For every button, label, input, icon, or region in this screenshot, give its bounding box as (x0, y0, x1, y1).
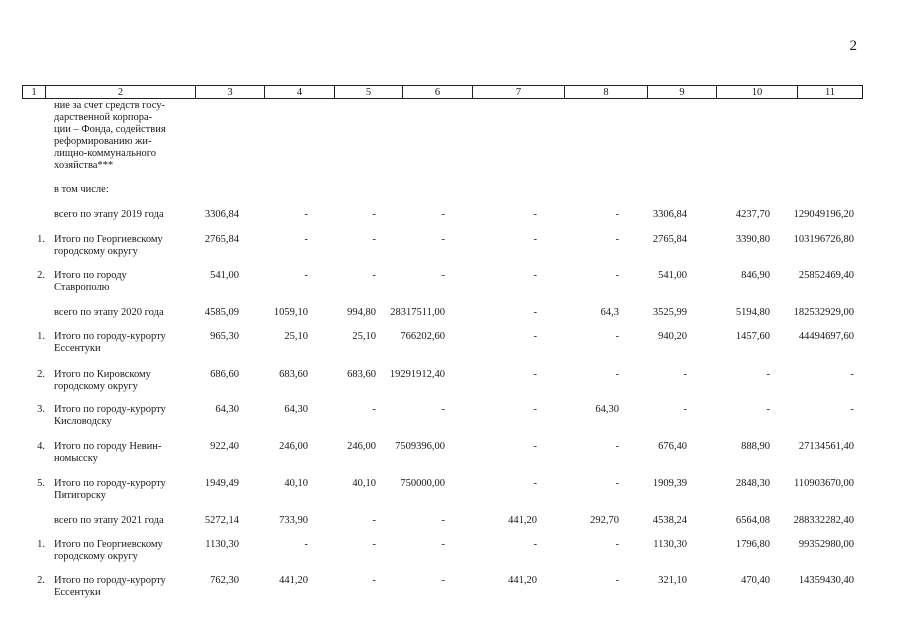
cell-col-10: 3390,80 (735, 234, 770, 245)
row-name (54, 575, 172, 599)
cell-col-7: - (533, 539, 537, 550)
intro-line: ции – Фонда, содействия (54, 124, 166, 135)
row-name (54, 209, 172, 221)
cell-col-4: 25,10 (284, 331, 308, 342)
intro-line: хозяйства*** (54, 160, 114, 171)
header-cell: 11 (798, 86, 863, 99)
cell-col-11: - (850, 369, 854, 380)
row-name-line: Итого по Георгиевскому (54, 234, 163, 245)
intro-line: реформированию жи- (54, 136, 152, 147)
cell-col-3: 686,60 (210, 369, 239, 380)
header-cell: 5 (335, 86, 403, 99)
row-name-line: Итого по городу (54, 270, 127, 281)
cell-col-8: - (615, 539, 619, 550)
row-name-line: всего по этапу 2021 года (54, 515, 164, 526)
cell-col-9: 1909,39 (652, 478, 687, 489)
cell-col-8: 64,3 (600, 307, 619, 318)
row-name-line: Ставрополю (54, 282, 110, 293)
cell-col-5: 683,60 (347, 369, 376, 380)
cell-col-7: - (533, 441, 537, 452)
cell-col-7: 441,20 (508, 575, 537, 586)
cell-col-8: 64,30 (595, 404, 619, 415)
cell-col-4: - (304, 270, 308, 281)
row-number: 1. (37, 539, 45, 550)
cell-col-11: 25852469,40 (798, 270, 854, 281)
row-name-line: Итого по городу-курорту (54, 478, 166, 489)
cell-col-3: 64,30 (215, 404, 239, 415)
row-number: 1. (37, 331, 45, 342)
cell-col-4: 40,10 (284, 478, 308, 489)
intro-line: дарственной корпора- (54, 112, 153, 123)
header-cell: 6 (403, 86, 473, 99)
header-cell: 9 (648, 86, 717, 99)
row-number: 2. (37, 575, 45, 586)
cell-col-6: 19291912,40 (389, 369, 445, 380)
cell-col-9: - (683, 404, 687, 415)
cell-col-5: 994,80 (347, 307, 376, 318)
cell-col-11: - (850, 404, 854, 415)
cell-col-4: 246,00 (279, 441, 308, 452)
cell-col-3: 762,30 (210, 575, 239, 586)
cell-col-4: 733,90 (279, 515, 308, 526)
header-cell: 3 (196, 86, 265, 99)
row-name-line: номысску (54, 453, 98, 464)
row-name-line: Итого по городу-курорту (54, 404, 166, 415)
cell-col-8: - (615, 369, 619, 380)
intro-line: лищно-коммунального (54, 148, 157, 159)
subheading: в том числе: (54, 184, 109, 195)
intro-line: ние за счет средств госу- (54, 100, 165, 111)
cell-col-9: 2765,84 (652, 234, 687, 245)
cell-col-8: - (615, 209, 619, 220)
row-number: 1. (37, 234, 45, 245)
row-name (54, 515, 172, 527)
cell-col-9: 4538,24 (652, 515, 687, 526)
cell-col-10: - (766, 369, 770, 380)
cell-col-4: - (304, 234, 308, 245)
cell-col-3: 4585,09 (204, 307, 239, 318)
cell-col-7: - (533, 331, 537, 342)
cell-col-9: 541,00 (658, 270, 687, 281)
cell-col-3: 5272,14 (204, 515, 239, 526)
cell-col-8: - (615, 234, 619, 245)
row-name-line: Итого по Георгиевскому (54, 539, 163, 550)
cell-col-3: 3306,84 (204, 209, 239, 220)
header-cell: 10 (717, 86, 798, 99)
cell-col-9: - (683, 369, 687, 380)
cell-col-7: - (533, 478, 537, 489)
cell-col-7: - (533, 404, 537, 415)
cell-col-10: - (766, 404, 770, 415)
row-name-line: Итого по Кировскому (54, 369, 151, 380)
row-name (54, 441, 172, 465)
cell-col-11: 182532929,00 (793, 307, 854, 318)
cell-col-5: - (372, 404, 376, 415)
cell-col-4: 441,20 (279, 575, 308, 586)
row-name (54, 307, 172, 319)
cell-col-8: - (615, 270, 619, 281)
cell-col-11: 288332282,40 (793, 515, 854, 526)
cell-col-10: 2848,30 (735, 478, 770, 489)
cell-col-8: - (615, 575, 619, 586)
row-name (54, 234, 172, 258)
row-name-line: городскому округу (54, 551, 138, 562)
cell-col-6: - (441, 539, 445, 550)
row-number: 2. (37, 270, 45, 281)
header-cell: 8 (565, 86, 648, 99)
cell-col-6: - (441, 404, 445, 415)
row-name-line: городскому округу (54, 246, 138, 257)
cell-col-3: 965,30 (210, 331, 239, 342)
cell-col-10: 6564,08 (735, 515, 770, 526)
row-name (54, 270, 172, 294)
cell-col-7: - (533, 307, 537, 318)
cell-col-6: 750000,00 (400, 478, 445, 489)
row-name-line: Итого по городу Невин- (54, 441, 162, 452)
cell-col-7: - (533, 369, 537, 380)
cell-col-5: - (372, 234, 376, 245)
cell-col-9: 676,40 (658, 441, 687, 452)
row-name-line: Итого по городу-курорту (54, 331, 166, 342)
cell-col-4: - (304, 539, 308, 550)
row-name-line: всего по этапу 2019 года (54, 209, 164, 220)
cell-col-4: 64,30 (284, 404, 308, 415)
row-name-line: Ессентуки (54, 343, 101, 354)
cell-col-10: 888,90 (741, 441, 770, 452)
row-name-line: Итого по городу-курорту (54, 575, 166, 586)
cell-col-5: - (372, 515, 376, 526)
cell-col-3: 541,00 (210, 270, 239, 281)
cell-col-3: 1949,49 (204, 478, 239, 489)
row-number: 3. (37, 404, 45, 415)
cell-col-7: - (533, 234, 537, 245)
cell-col-5: - (372, 270, 376, 281)
row-name (54, 539, 172, 563)
row-name (54, 331, 172, 355)
cell-col-5: - (372, 539, 376, 550)
cell-col-10: 1457,60 (735, 331, 770, 342)
cell-col-6: - (441, 270, 445, 281)
cell-col-9: 940,20 (658, 331, 687, 342)
row-name (54, 478, 172, 502)
row-name (54, 369, 172, 393)
cell-col-10: 846,90 (741, 270, 770, 281)
cell-col-6: - (441, 209, 445, 220)
intro-text (54, 100, 172, 172)
column-number-header (22, 85, 863, 99)
cell-col-6: - (441, 234, 445, 245)
cell-col-5: - (372, 575, 376, 586)
cell-col-7: 441,20 (508, 515, 537, 526)
header-cell: 4 (265, 86, 335, 99)
cell-col-4: 1059,10 (273, 307, 308, 318)
cell-col-3: 1130,30 (205, 539, 239, 550)
row-number: 4. (37, 441, 45, 452)
cell-col-8: 292,70 (590, 515, 619, 526)
cell-col-11: 44494697,60 (798, 331, 854, 342)
cell-col-6: 28317511,00 (390, 307, 445, 318)
row-number: 5. (37, 478, 45, 489)
cell-col-3: 922,40 (210, 441, 239, 452)
cell-col-4: 683,60 (279, 369, 308, 380)
cell-col-11: 99352980,00 (798, 539, 854, 550)
row-name-line: Кисловодску (54, 416, 112, 427)
cell-col-5: - (372, 209, 376, 220)
cell-col-11: 103196726,80 (793, 234, 854, 245)
cell-col-3: 2765,84 (204, 234, 239, 245)
page-number: 2 (849, 38, 857, 54)
cell-col-9: 1130,30 (653, 539, 687, 550)
cell-col-7: - (533, 209, 537, 220)
row-name-line: Пятигорску (54, 490, 107, 501)
cell-col-10: 5194,80 (735, 307, 770, 318)
cell-col-8: - (615, 478, 619, 489)
cell-col-7: - (533, 270, 537, 281)
cell-col-6: - (441, 575, 445, 586)
row-name-line: городскому округу (54, 381, 138, 392)
cell-col-6: 766202,60 (400, 331, 445, 342)
cell-col-4: - (304, 209, 308, 220)
cell-col-5: 40,10 (352, 478, 376, 489)
cell-col-11: 14359430,40 (798, 575, 854, 586)
header-cell: 2 (46, 86, 196, 99)
header-cell: 1 (23, 86, 46, 99)
cell-col-9: 3525,99 (652, 307, 687, 318)
cell-col-11: 27134561,40 (798, 441, 854, 452)
cell-col-5: 25,10 (352, 331, 376, 342)
cell-col-9: 3306,84 (652, 209, 687, 220)
cell-col-11: 129049196,20 (793, 209, 854, 220)
cell-col-5: 246,00 (347, 441, 376, 452)
row-name-line: Ессентуки (54, 587, 101, 598)
cell-col-10: 4237,70 (735, 209, 770, 220)
row-name-line: всего по этапу 2020 года (54, 307, 164, 318)
cell-col-6: - (441, 515, 445, 526)
cell-col-10: 470,40 (741, 575, 770, 586)
cell-col-8: - (615, 331, 619, 342)
cell-col-11: 110903670,00 (794, 478, 854, 489)
row-number: 2. (37, 369, 45, 380)
cell-col-6: 7509396,00 (395, 441, 445, 452)
cell-col-9: 321,10 (658, 575, 687, 586)
cell-col-10: 1796,80 (735, 539, 770, 550)
header-cell: 7 (473, 86, 565, 99)
cell-col-8: - (615, 441, 619, 452)
row-name (54, 404, 172, 428)
